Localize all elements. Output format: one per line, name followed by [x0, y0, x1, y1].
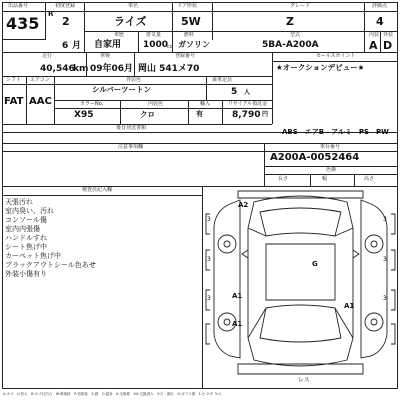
height-label: 高さ [364, 176, 375, 182]
inspector-item: 室内内張傷 [5, 225, 40, 233]
sales-point-label: セールスポイント [316, 53, 356, 59]
car-damage-diagram [204, 188, 397, 388]
capacity-unit: 人 [244, 89, 251, 96]
model-label: 型式 [290, 32, 301, 38]
divider [212, 2, 213, 40]
month-unit: 月 [72, 41, 82, 51]
inspector-item: 室内臭い、汚れ [5, 207, 54, 215]
chassis: A200A-0052464 [270, 152, 360, 163]
divider [380, 31, 381, 52]
fuel-label: 燃料 [184, 32, 195, 38]
interior-label: 内装 [369, 32, 380, 38]
import-mark: 有 [196, 110, 203, 118]
usage-label: 車歴 [114, 32, 125, 38]
inspector-item: 天張汚れ [5, 198, 33, 206]
divider [86, 52, 87, 76]
capacity: 5 [231, 87, 238, 97]
sales-point: ★オークションデビュー★ [276, 63, 365, 72]
inspector-item: カーペット焦げ中 [5, 252, 61, 260]
damage-mark-a2: A2 [238, 201, 249, 209]
row-divider [2, 186, 398, 187]
divider [134, 52, 135, 76]
mileage-unit: km [73, 64, 89, 74]
damage-mark-a1: A1 [344, 302, 355, 310]
divider [264, 143, 265, 186]
divider [138, 31, 139, 52]
score-label: 評価点 [372, 3, 388, 9]
trim: クロ [140, 110, 155, 119]
era: R [48, 10, 54, 18]
chassis-label: 車台番号 [320, 144, 341, 150]
color-label: 外装色 [126, 77, 142, 83]
row-divider [2, 151, 264, 152]
divider [188, 100, 189, 124]
mileage: 40,546 [40, 64, 75, 74]
inspector-item: ブラックアウトシール色あせ [5, 261, 96, 269]
inspection: 09年06月 [90, 64, 134, 74]
damage-mark-a1: A1 [232, 320, 243, 328]
length-label: 長さ [278, 176, 289, 182]
score: 4 [376, 15, 384, 28]
grade: Z [286, 15, 294, 28]
damage-mark-a1: A1 [232, 292, 243, 300]
door-label: ドア形状 [177, 3, 197, 9]
divider [202, 186, 203, 389]
fuel: ガソリン [178, 40, 210, 49]
inspector-list [5, 198, 96, 279]
damage-mark-g: G [312, 260, 318, 268]
exterior-score: D [383, 39, 393, 52]
bracket-mark: 3 [207, 256, 211, 263]
divider [364, 2, 365, 52]
divider [206, 76, 207, 100]
color: シルバーツートン [92, 85, 151, 94]
colors-label: 色換 [326, 167, 337, 173]
shift: FAT [4, 96, 24, 107]
inspector-item: ハンドルすれ [5, 234, 47, 242]
model: 5BA-A200A [262, 40, 319, 50]
displacement-unit: cc [167, 44, 173, 50]
import-label: 輸入 [200, 101, 211, 107]
after-label: 後日発送書類 [116, 125, 147, 131]
grade-label: グレード [290, 3, 311, 9]
plate-label: 登録番号 [175, 53, 196, 59]
trim-label: 内装色 [148, 101, 164, 107]
inspector-label: 検査員記入欄 [82, 187, 113, 193]
width-label: 幅 [322, 176, 328, 182]
row-divider [84, 31, 398, 32]
divider [272, 52, 273, 124]
color-no: X95 [74, 110, 94, 120]
lot-number: 435 [6, 14, 40, 33]
first-reg-label: 初度登録 [55, 3, 76, 9]
divider [354, 174, 355, 186]
plate: 岡山 541メ70 [138, 64, 200, 74]
bracket-mark: 3 [207, 295, 211, 302]
year: 2 [62, 15, 70, 28]
inspector-item: コンソール傷 [5, 216, 47, 224]
door: 5W [181, 15, 201, 28]
color-no-label: カラーNo. [80, 101, 104, 107]
footer-legend: A:キズ U:凹み B:キズ付凹み W:修理跡 P:再塗装 S:錆 C:腐食 X:交換要 XX:交換済み Y:穴・割れ G:ガラス傷 1:小 2:中 3:大 [3, 392, 222, 396]
mileage-label: 走行 [42, 53, 53, 59]
shift-label: シフト [6, 77, 22, 83]
usage: 自家用 [94, 40, 122, 50]
bracket-mark: 3 [383, 256, 387, 263]
row-divider [2, 11, 398, 12]
ac-label: エアコン [30, 77, 50, 83]
row-divider [54, 108, 272, 109]
row-divider [2, 195, 202, 196]
interior-score: A [369, 39, 378, 52]
notes-label: 注意事項欄 [118, 144, 144, 150]
equipment: ABS エアB アルミ PS PW [282, 128, 389, 136]
month: 6 [62, 41, 69, 51]
displacement-label: 排気量 [146, 32, 162, 38]
row-divider [264, 174, 398, 175]
car-name-label: 車名 [128, 3, 139, 9]
divider [26, 76, 27, 124]
divider [120, 100, 121, 124]
bracket-mark: 3 [207, 216, 211, 223]
displacement: 1000 [143, 40, 169, 50]
inspector-item: シート焦げ中 [5, 243, 47, 251]
capacity-label: 乗車定員 [212, 77, 233, 83]
divider [222, 100, 223, 124]
lot-label: 出品番号 [8, 3, 29, 9]
recycle-label: リサイクル預託金 [228, 101, 268, 107]
bracket-mark: 3 [383, 295, 387, 302]
rear-label: レス [298, 377, 310, 384]
divider [84, 2, 85, 52]
divider [310, 174, 311, 186]
inspector-item: 外装小傷有り [5, 270, 47, 278]
row-divider [272, 61, 398, 62]
ac: AAC [29, 96, 52, 107]
exterior-label: 外装 [383, 32, 394, 38]
inspection-label: 車検 [100, 53, 111, 59]
recycle: 8,790 [232, 110, 261, 120]
car-name: ライズ [114, 15, 147, 28]
bracket-mark: 3 [383, 216, 387, 223]
recycle-unit: 円 [262, 111, 269, 118]
